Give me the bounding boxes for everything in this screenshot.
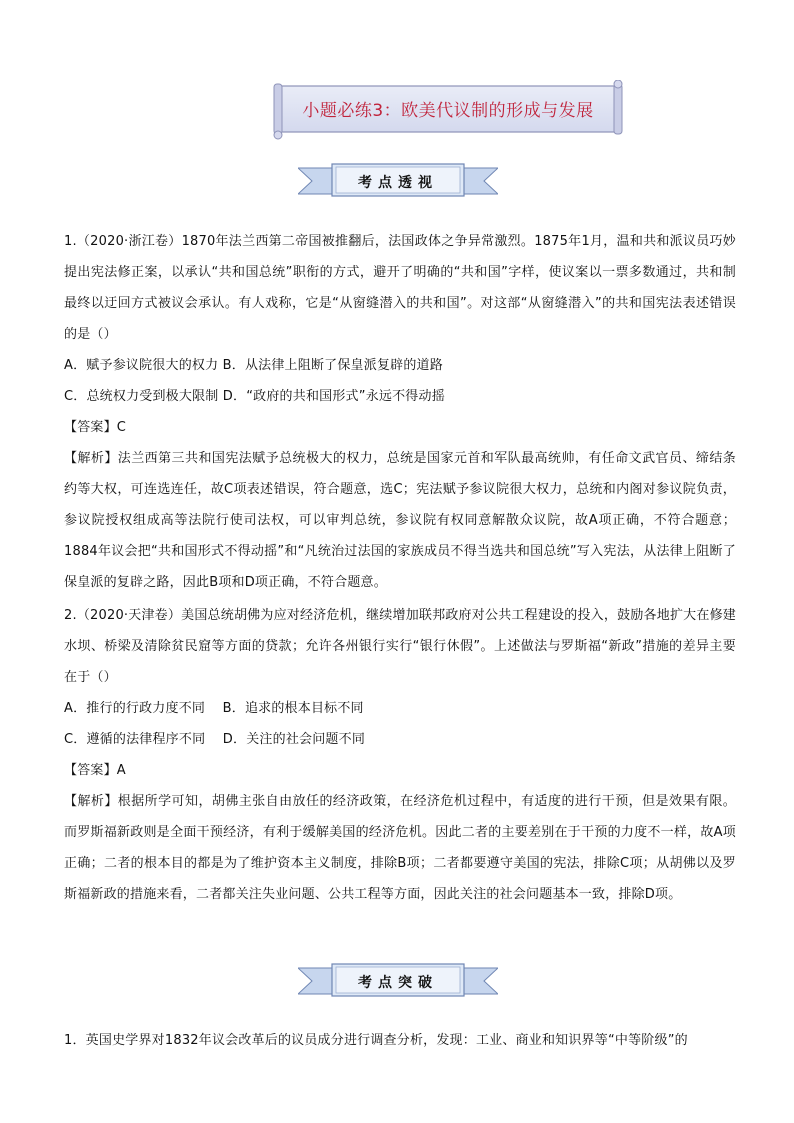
section-label-overview: 考点透视 xyxy=(358,175,438,191)
question-2-options-ab: A．推行的行政力度不同 B．追求的根本目标不同 xyxy=(64,701,364,716)
question-1-stem: 1.（2020·浙江卷）1870年法兰西第二帝国被推翻后，法国政体之争异常激烈。1875年1月，温和共和派议员巧妙提出宪法修正案，以承认“共和国总统”职衔的方式，避开了明确的“共和国”字样，使议案以一票多数通过，共和制最终以迂回方式被议会承认。有人戏称，它是“从窗缝潜入的共和国”。对这部“从窗缝潜入”的共和国宪法表述错误的是（） xyxy=(64,234,736,342)
title-banner xyxy=(272,80,624,140)
question-3 xyxy=(64,1025,736,1056)
section-ribbon-overview xyxy=(298,162,498,200)
question-1-options-cd: C．总统权力受到极大限制 D．“政府的共和国形式”永远不得动摇 xyxy=(64,389,445,404)
section-label-breakthrough: 考点突破 xyxy=(358,975,438,991)
page-title: 小题必练3：欧美代议制的形成与发展 xyxy=(302,101,594,121)
question-2-answer: 【答案】A xyxy=(64,763,126,778)
question-1-options-ab: A．赋予参议院很大的权力 B．从法律上阻断了保皇派复辟的道路 xyxy=(64,358,443,373)
question-2-stem: 2.（2020·天津卷）美国总统胡佛为应对经济危机，继续增加联邦政府对公共工程建设的投入，鼓励各地扩大在修建水坝、桥梁及清除贫民窟等方面的贷款；允许各州银行实行“银行休假”。上述做法与罗斯福“新政”措施的差异主要在于（） xyxy=(64,608,736,685)
section-ribbon-breakthrough xyxy=(298,962,498,1000)
question-2-analysis: 【解析】根据所学可知，胡佛主张自由放任的经济政策，在经济危机过程中，有适度的进行干预，但是效果有限。而罗斯福新政则是全面干预经济，有利于缓解美国的经济危机。因此二者的主要差别在于干预的力度不一样，故A项正确；二者的根本目的都是为了维护资本主义制度，排除B项；二者都要遵守美国的宪法，排除C项；从胡佛以及罗斯福新政的措施来看，二者都关注失业问题、公共工程等方面，因此关注的社会问题基本一致，排除D项。 xyxy=(64,794,736,902)
question-2 xyxy=(64,600,736,910)
question-1-analysis: 【解析】法兰西第三共和国宪法赋予总统极大的权力，总统是国家元首和军队最高统帅，有任命文武官员、缔结条约等大权，可连选连任，故C项表述错误，符合题意，选C；宪法赋予参议院很大权力，总统和内阁对参议院负责，参议院授权组成高等法院行使司法权，可以审判总统，参议院有权同意解散众议院，故A项正确，不符合题意；1884年议会把“共和国形式不得动摇”和“凡统治过法国的家族成员不得当选共和国总统”写入宪法，从法律上阻断了保皇派的复辟之路，因此B项和D项正确，不符合题意。 xyxy=(64,451,736,590)
question-1-answer: 【答案】C xyxy=(64,420,127,435)
question-2-options-cd: C．遵循的法律程序不同 D．关注的社会问题不同 xyxy=(64,732,366,747)
question-1 xyxy=(64,226,736,598)
question-3-stem: 1．英国史学界对1832年议会改革后的议员成分进行调查分析，发现：工业、商业和知识界等“中等阶级”的 xyxy=(64,1033,688,1048)
